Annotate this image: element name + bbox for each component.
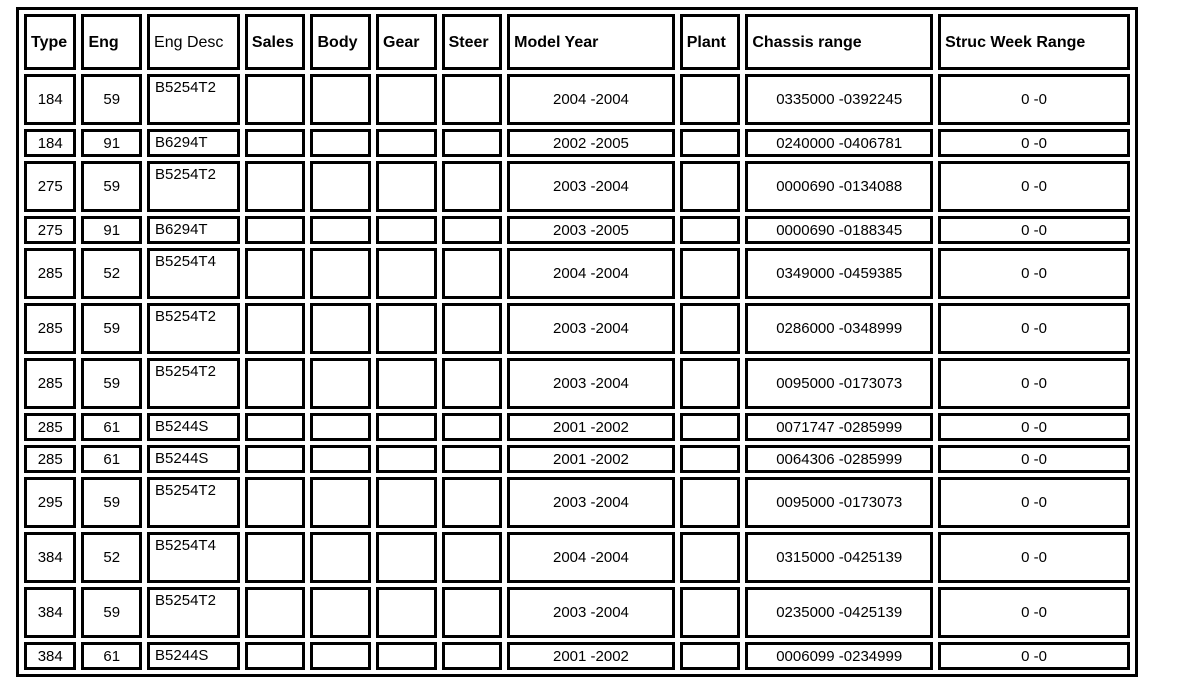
cell-type: 384 (24, 587, 76, 638)
cell-eng: 52 (81, 532, 142, 583)
cell-type: 384 (24, 532, 76, 583)
cell-sales (245, 248, 306, 299)
header-eng: Eng (81, 14, 142, 70)
cell-plant (680, 532, 741, 583)
cell-type: 275 (24, 161, 76, 212)
table-row (24, 74, 1130, 125)
cell-eng-desc: B6294T (147, 216, 240, 244)
cell-type: 184 (24, 74, 76, 125)
cell-struc-week-range: 0 -0 (938, 587, 1130, 638)
cell-plant (680, 477, 741, 528)
cell-steer (442, 161, 503, 212)
cell-type: 285 (24, 413, 76, 441)
cell-model-year: 2001 -2002 (507, 445, 675, 473)
cell-eng: 61 (81, 445, 142, 473)
cell-chassis-range: 0095000 -0173073 (745, 477, 933, 528)
cell-sales (245, 642, 306, 670)
cell-struc-week-range: 0 -0 (938, 248, 1130, 299)
cell-eng: 59 (81, 358, 142, 409)
cell-struc-week-range: 0 -0 (938, 642, 1130, 670)
cell-eng-desc: B5244S (147, 642, 240, 670)
cell-chassis-range: 0000690 -0134088 (745, 161, 933, 212)
cell-plant (680, 413, 741, 441)
table-row (24, 413, 1130, 441)
table-row (24, 216, 1130, 244)
cell-model-year: 2003 -2004 (507, 477, 675, 528)
cell-steer (442, 587, 503, 638)
cell-eng-desc: B5254T2 (147, 477, 240, 528)
cell-body (310, 358, 371, 409)
cell-eng-desc: B5254T2 (147, 358, 240, 409)
cell-chassis-range: 0064306 -0285999 (745, 445, 933, 473)
cell-body (310, 642, 371, 670)
cell-sales (245, 532, 306, 583)
cell-steer (442, 129, 503, 157)
header-eng-desc: Eng Desc (147, 14, 240, 70)
cell-gear (376, 74, 437, 125)
cell-eng-desc: B5254T2 (147, 74, 240, 125)
cell-struc-week-range: 0 -0 (938, 129, 1130, 157)
cell-struc-week-range: 0 -0 (938, 216, 1130, 244)
cell-struc-week-range: 0 -0 (938, 477, 1130, 528)
cell-model-year: 2001 -2002 (507, 642, 675, 670)
cell-type: 275 (24, 216, 76, 244)
cell-eng: 52 (81, 248, 142, 299)
cell-eng: 61 (81, 413, 142, 441)
cell-gear (376, 413, 437, 441)
cell-eng: 59 (81, 303, 142, 354)
cell-sales (245, 216, 306, 244)
cell-gear (376, 161, 437, 212)
cell-chassis-range: 0286000 -0348999 (745, 303, 933, 354)
cell-body (310, 587, 371, 638)
table-body (24, 74, 1130, 670)
cell-eng: 91 (81, 129, 142, 157)
cell-struc-week-range: 0 -0 (938, 358, 1130, 409)
cell-steer (442, 532, 503, 583)
cell-eng-desc: B6294T (147, 129, 240, 157)
cell-eng: 91 (81, 216, 142, 244)
table-row (24, 477, 1130, 528)
cell-eng-desc: B5254T2 (147, 303, 240, 354)
cell-model-year: 2003 -2005 (507, 216, 675, 244)
table-row (24, 161, 1130, 212)
cell-eng-desc: B5254T2 (147, 161, 240, 212)
cell-chassis-range: 0071747 -0285999 (745, 413, 933, 441)
cell-model-year: 2004 -2004 (507, 74, 675, 125)
cell-steer (442, 477, 503, 528)
cell-gear (376, 248, 437, 299)
cell-plant (680, 303, 741, 354)
cell-gear (376, 587, 437, 638)
cell-sales (245, 358, 306, 409)
cell-chassis-range: 0006099 -0234999 (745, 642, 933, 670)
table-row (24, 358, 1130, 409)
cell-struc-week-range: 0 -0 (938, 532, 1130, 583)
header-type: Type (24, 14, 76, 70)
vehicle-application-table (19, 10, 1135, 674)
cell-model-year: 2002 -2005 (507, 129, 675, 157)
cell-steer (442, 358, 503, 409)
table-row (24, 248, 1130, 299)
cell-eng: 59 (81, 587, 142, 638)
cell-gear (376, 129, 437, 157)
cell-model-year: 2001 -2002 (507, 413, 675, 441)
header-struc-week-range: Struc Week Range (938, 14, 1130, 70)
cell-plant (680, 445, 741, 473)
cell-gear (376, 532, 437, 583)
table-row (24, 129, 1130, 157)
cell-body (310, 477, 371, 528)
cell-eng: 61 (81, 642, 142, 670)
cell-struc-week-range: 0 -0 (938, 161, 1130, 212)
cell-eng-desc: B5254T4 (147, 532, 240, 583)
cell-steer (442, 303, 503, 354)
cell-sales (245, 587, 306, 638)
cell-plant (680, 74, 741, 125)
cell-gear (376, 477, 437, 528)
cell-body (310, 129, 371, 157)
cell-steer (442, 248, 503, 299)
table-row (24, 445, 1130, 473)
header-sales: Sales (245, 14, 306, 70)
cell-sales (245, 74, 306, 125)
cell-model-year: 2003 -2004 (507, 303, 675, 354)
cell-gear (376, 216, 437, 244)
cell-plant (680, 161, 741, 212)
cell-type: 285 (24, 248, 76, 299)
cell-steer (442, 216, 503, 244)
cell-plant (680, 587, 741, 638)
cell-chassis-range: 0349000 -0459385 (745, 248, 933, 299)
cell-struc-week-range: 0 -0 (938, 303, 1130, 354)
header-steer: Steer (442, 14, 503, 70)
cell-plant (680, 216, 741, 244)
cell-sales (245, 161, 306, 212)
table-row (24, 532, 1130, 583)
cell-body (310, 413, 371, 441)
cell-eng-desc: B5254T4 (147, 248, 240, 299)
cell-body (310, 445, 371, 473)
cell-sales (245, 413, 306, 441)
cell-chassis-range: 0335000 -0392245 (745, 74, 933, 125)
header-gear: Gear (376, 14, 437, 70)
header-plant: Plant (680, 14, 741, 70)
cell-struc-week-range: 0 -0 (938, 413, 1130, 441)
cell-eng-desc: B5244S (147, 445, 240, 473)
cell-body (310, 248, 371, 299)
cell-chassis-range: 0315000 -0425139 (745, 532, 933, 583)
cell-gear (376, 303, 437, 354)
cell-steer (442, 74, 503, 125)
cell-body (310, 216, 371, 244)
header-chassis-range: Chassis range (745, 14, 933, 70)
table-row (24, 303, 1130, 354)
cell-body (310, 74, 371, 125)
cell-eng: 59 (81, 477, 142, 528)
cell-model-year: 2003 -2004 (507, 358, 675, 409)
cell-sales (245, 129, 306, 157)
cell-type: 285 (24, 303, 76, 354)
cell-eng: 59 (81, 161, 142, 212)
cell-gear (376, 445, 437, 473)
table-row (24, 642, 1130, 670)
cell-model-year: 2003 -2004 (507, 161, 675, 212)
parts-table-frame (16, 7, 1138, 677)
table-row (24, 587, 1130, 638)
header-body: Body (310, 14, 371, 70)
cell-type: 285 (24, 358, 76, 409)
cell-sales (245, 477, 306, 528)
cell-eng-desc: B5244S (147, 413, 240, 441)
cell-body (310, 161, 371, 212)
cell-steer (442, 413, 503, 441)
cell-type: 295 (24, 477, 76, 528)
cell-model-year: 2004 -2004 (507, 248, 675, 299)
cell-model-year: 2003 -2004 (507, 587, 675, 638)
cell-eng-desc: B5254T2 (147, 587, 240, 638)
cell-chassis-range: 0000690 -0188345 (745, 216, 933, 244)
cell-plant (680, 358, 741, 409)
header-row (24, 14, 1130, 70)
cell-plant (680, 248, 741, 299)
cell-type: 184 (24, 129, 76, 157)
cell-chassis-range: 0240000 -0406781 (745, 129, 933, 157)
cell-eng: 59 (81, 74, 142, 125)
cell-sales (245, 303, 306, 354)
cell-sales (245, 445, 306, 473)
cell-gear (376, 358, 437, 409)
cell-steer (442, 445, 503, 473)
cell-plant (680, 642, 741, 670)
cell-steer (442, 642, 503, 670)
cell-body (310, 532, 371, 583)
cell-struc-week-range: 0 -0 (938, 445, 1130, 473)
cell-chassis-range: 0095000 -0173073 (745, 358, 933, 409)
cell-plant (680, 129, 741, 157)
cell-type: 285 (24, 445, 76, 473)
cell-struc-week-range: 0 -0 (938, 74, 1130, 125)
cell-body (310, 303, 371, 354)
cell-model-year: 2004 -2004 (507, 532, 675, 583)
cell-type: 384 (24, 642, 76, 670)
header-model-year: Model Year (507, 14, 675, 70)
cell-gear (376, 642, 437, 670)
cell-chassis-range: 0235000 -0425139 (745, 587, 933, 638)
